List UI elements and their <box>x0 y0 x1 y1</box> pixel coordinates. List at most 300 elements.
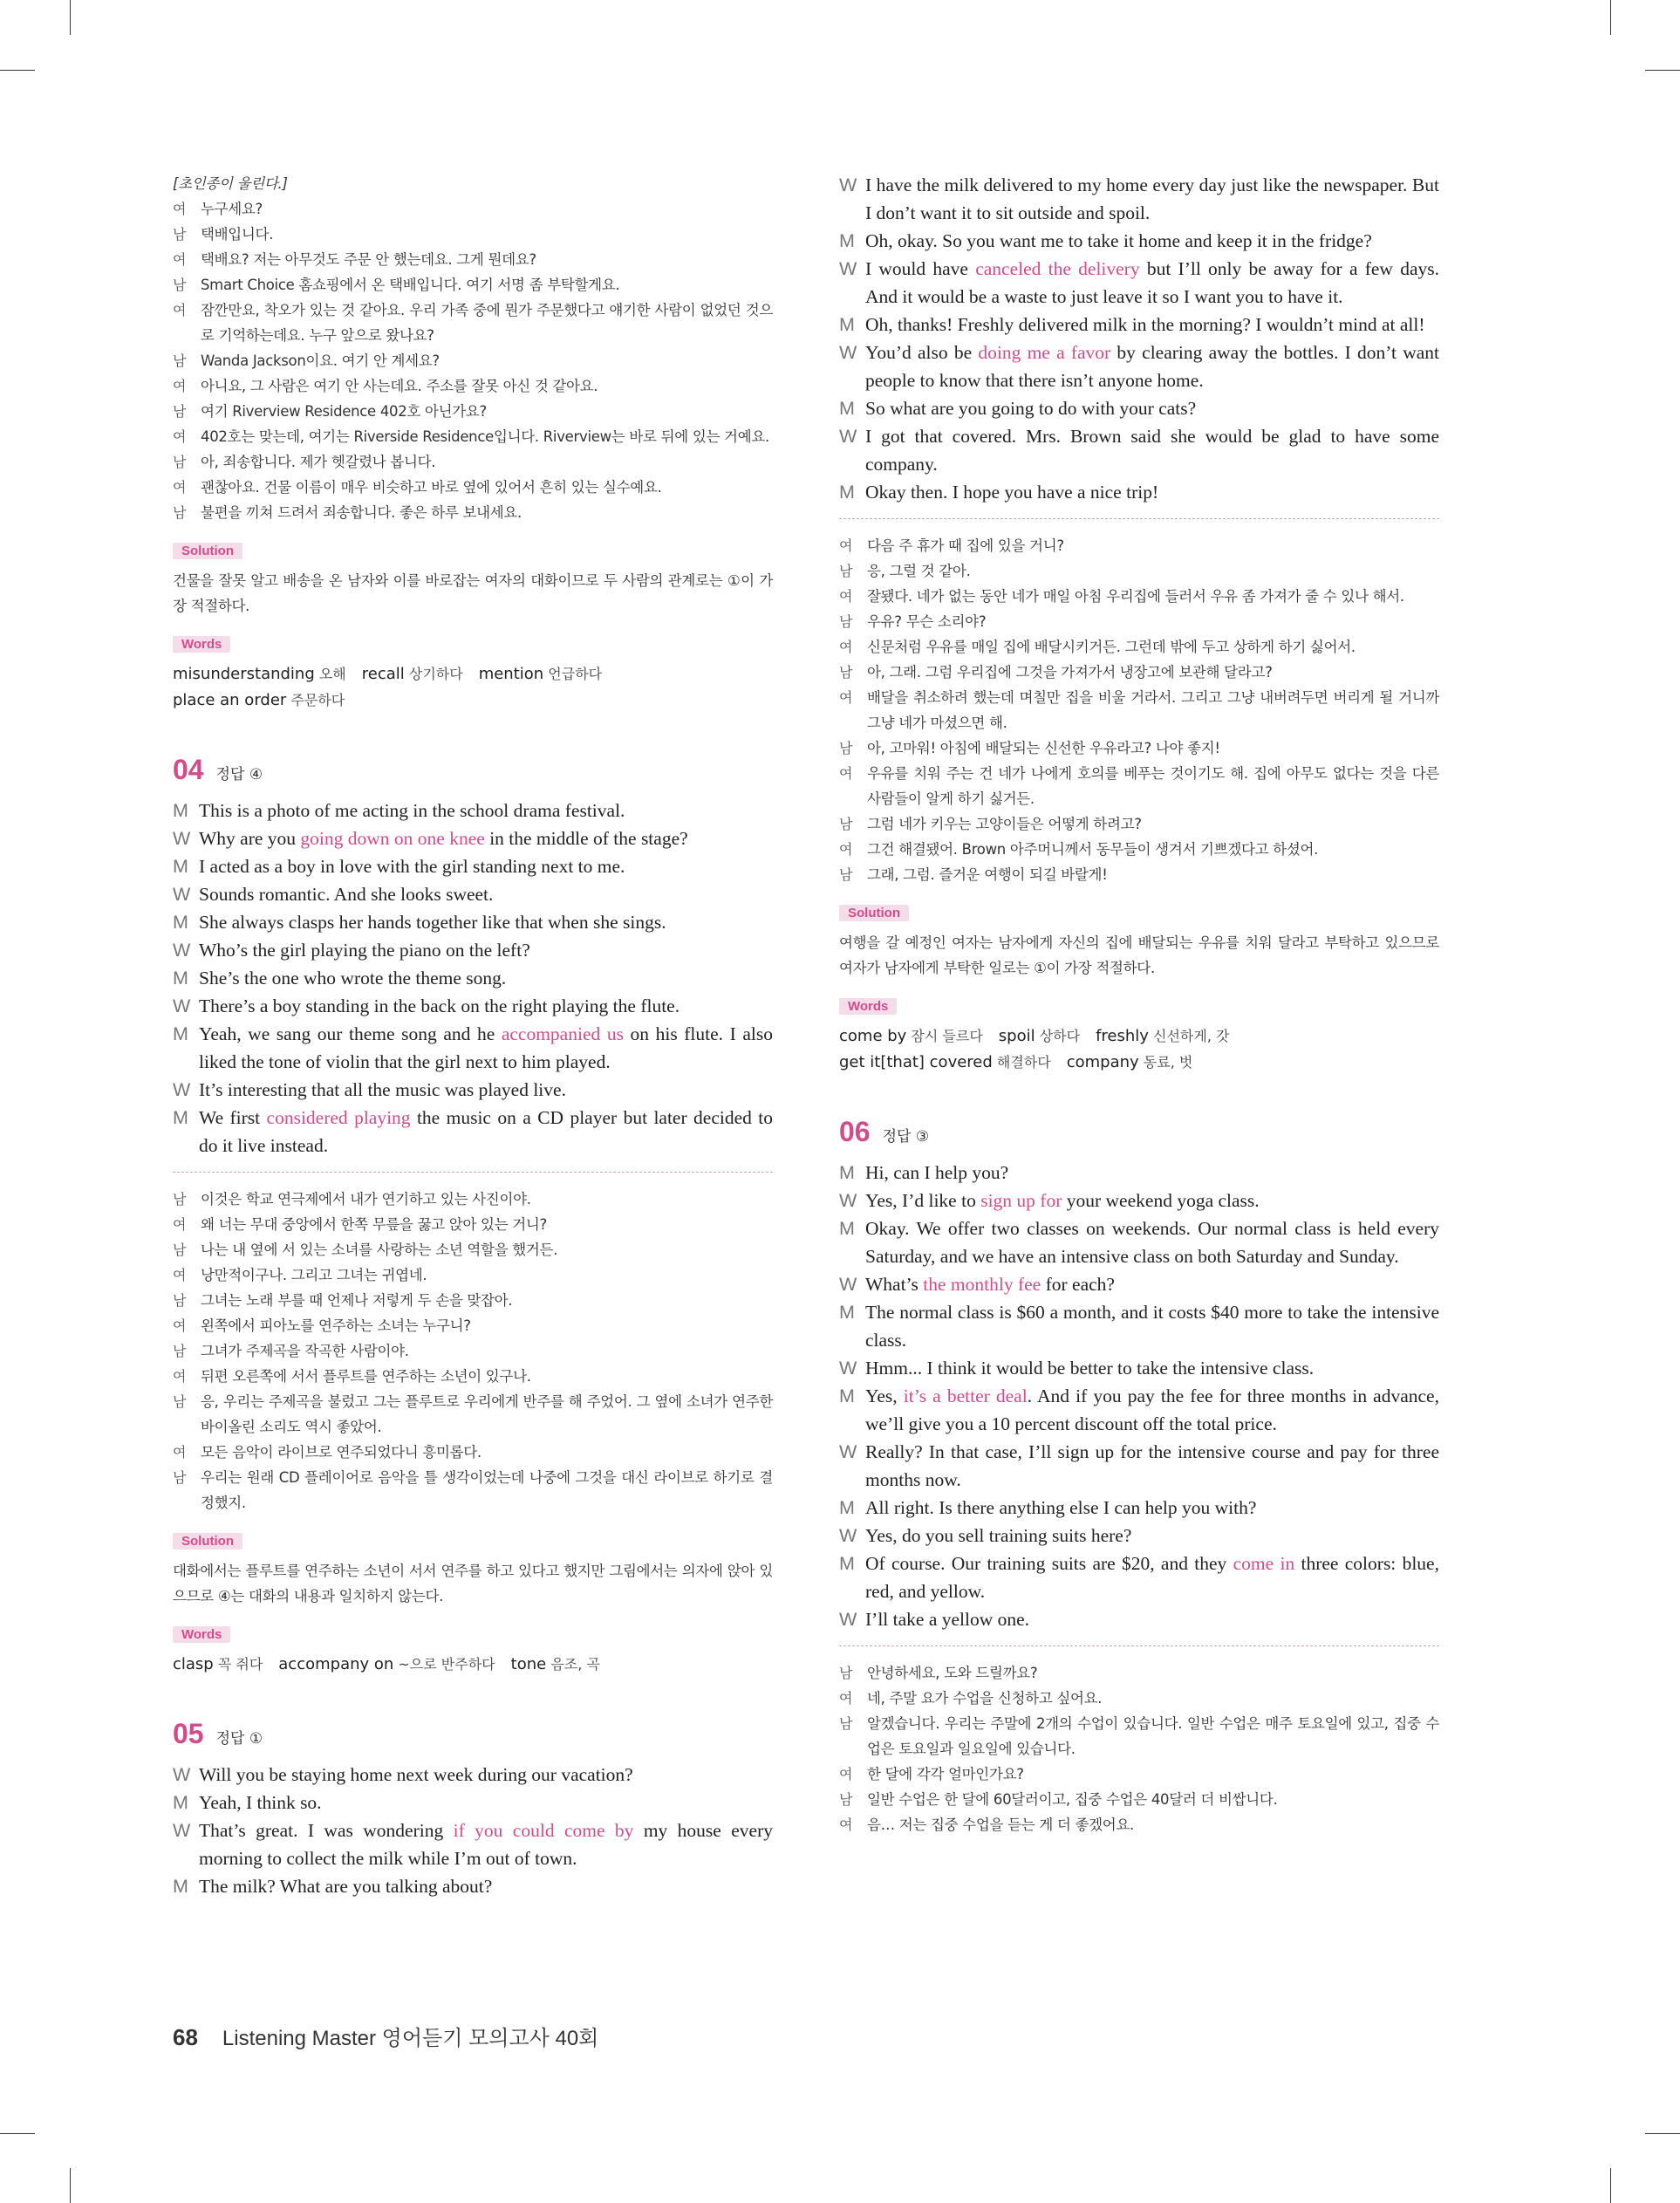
dialogue-text <box>865 339 1439 394</box>
speaker-label: 남 <box>839 664 853 681</box>
word-english: company <box>1066 1053 1139 1071</box>
text-segment: three colors: blue, red, and yellow. <box>865 1553 1439 1602</box>
highlight-phrase: considered playing <box>266 1107 411 1128</box>
words-list-04 <box>173 1652 773 1678</box>
dialogue-text: 응, 우리는 주제곡을 불렀고 그는 플루트로 우리에게 반주를 해 주었어. 그 옆에 소녀가 연주한 바이올린 소리도 역시 좋았어. <box>201 1393 773 1435</box>
dialogue-text: 불편을 끼쳐 드려서 죄송합니다. 좋은 하루 보내세요. <box>201 504 522 521</box>
dialogue-text <box>865 255 1439 311</box>
text-segment: Hi, can I help you? <box>865 1162 1009 1183</box>
dialogue-line <box>839 422 1439 478</box>
dialogue-line <box>173 1212 773 1237</box>
dialogue-line <box>173 797 773 824</box>
dialogue-line <box>839 1762 1439 1787</box>
dialogue-line <box>839 1711 1439 1762</box>
dialogue-text <box>199 1020 773 1076</box>
solution-badge: Solution <box>173 1533 242 1550</box>
dialogue-line <box>173 908 773 936</box>
dialogue-text <box>865 422 1439 478</box>
speaker-label: 여 <box>839 588 853 605</box>
dialogue-line <box>173 1338 773 1364</box>
speaker-label: 여 <box>173 1444 187 1461</box>
speaker-label: 남 <box>173 504 187 521</box>
solution-badge: Solution <box>173 543 242 559</box>
dialogue-text <box>865 1159 1439 1187</box>
text-segment: You’d also be <box>865 342 979 363</box>
text-segment: She always clasps her hands together like that when she sings. <box>199 912 666 933</box>
dialogue-line <box>173 880 773 908</box>
dialogue-line <box>173 373 773 399</box>
speaker-label: M <box>839 1497 855 1518</box>
word-korean: 꼭 쥐다 <box>213 1656 263 1673</box>
dialogue-line <box>839 685 1439 735</box>
dialogue-text: 아, 죄송합니다. 제가 헷갈렸나 봅니다. <box>201 454 436 470</box>
speaker-label: W <box>839 174 857 195</box>
speaker-label: 여 <box>839 765 853 782</box>
dialogue-text: 여기 Riverview Residence 402호 아닌가요? <box>201 403 488 420</box>
dialogue-text: 신문처럼 우유를 매일 집에 배달시키거든. 그런데 밖에 두고 상하게 하기 싫어서. <box>867 639 1356 655</box>
text-segment: It’s interesting that all the music was played live. <box>199 1079 566 1100</box>
words-badge: Words <box>173 1626 230 1643</box>
en-dialogue-06 <box>839 1159 1439 1633</box>
dialogue-line <box>839 735 1439 761</box>
dialogue-line <box>839 1522 1439 1550</box>
speaker-label: 여 <box>173 1368 187 1385</box>
speaker-label: W <box>839 1609 857 1630</box>
crop-mark <box>1645 70 1680 71</box>
dialogue-line <box>173 824 773 852</box>
dialogue-line <box>173 1104 773 1160</box>
text-segment: the music on a CD player but later decided to do it live instead. <box>199 1107 773 1156</box>
text-segment: That’s great. I was wondering <box>199 1820 454 1841</box>
dialogue-line <box>839 227 1439 255</box>
speaker-label: 남 <box>839 740 853 756</box>
speaker-label: 여 <box>839 1816 853 1833</box>
page-number: 68 <box>173 2024 198 2050</box>
dialogue-line <box>173 272 773 298</box>
dialogue-text <box>865 1605 1439 1633</box>
dialogue-text <box>865 1550 1439 1605</box>
text-segment: in the middle of the stage? <box>484 828 688 849</box>
question-header-04 <box>173 754 773 786</box>
highlight-phrase: going down on one knee <box>300 828 485 849</box>
word-korean: 해결하다 <box>992 1054 1051 1071</box>
dialogue-text: Smart Choice 홈쇼핑에서 온 택배입니다. 여기 서명 좀 부탁할게요. <box>201 277 620 293</box>
dialogue-line <box>839 171 1439 227</box>
speaker-label: 남 <box>173 352 187 369</box>
crop-mark <box>1645 2133 1680 2134</box>
text-segment: Why are you <box>199 828 301 849</box>
dialogue-line <box>173 1816 773 1872</box>
speaker-label: W <box>839 1441 857 1462</box>
dialogue-line <box>173 964 773 992</box>
book-title: Listening Master 영어듣기 모의고사 40회 <box>222 2027 599 2050</box>
crop-mark <box>1610 0 1611 35</box>
text-segment: I’ll take a yellow one. <box>865 1609 1030 1630</box>
crop-mark <box>0 2133 35 2134</box>
divider <box>839 1645 1439 1646</box>
dialogue-line <box>839 1382 1439 1438</box>
words-badge: Words <box>173 636 230 653</box>
dialogue-line <box>839 339 1439 394</box>
speaker-label: M <box>173 856 188 877</box>
dialogue-text: 그녀는 노래 부를 때 언제나 저렇게 두 손을 맞잡아. <box>201 1292 513 1309</box>
left-column <box>173 171 773 1900</box>
dialogue-text <box>199 908 773 936</box>
word-english: recall <box>361 665 405 683</box>
text-segment: Yeah, we sang our theme song and he <box>199 1023 502 1044</box>
text-segment: Really? In that case, I’ll sign up for the intensive course and pay for three months now. <box>865 1441 1439 1490</box>
crop-mark <box>1610 2168 1611 2203</box>
word-korean: 잠시 들르다 <box>906 1028 983 1044</box>
speaker-label: W <box>839 1190 857 1211</box>
dialogue-line <box>839 634 1439 660</box>
dialogue-line <box>839 837 1439 862</box>
question-number: 04 <box>173 754 204 785</box>
answer-label: 정답 ③ <box>882 1128 930 1146</box>
dialogue-text: 나는 내 옆에 서 있는 소녀를 사랑하는 소년 역할을 했거든. <box>201 1242 558 1258</box>
highlight-phrase: come in <box>1233 1553 1295 1574</box>
dialogue-text: 이것은 학교 연극제에서 내가 연기하고 있는 사진이야. <box>201 1191 531 1208</box>
words-row <box>173 661 773 688</box>
speaker-label: W <box>839 258 857 279</box>
speaker-label: M <box>173 1876 188 1897</box>
speaker-label: M <box>173 1023 188 1044</box>
dialogue-text <box>199 1761 773 1789</box>
text-segment: What’s <box>865 1274 924 1295</box>
dialogue-text <box>865 1522 1439 1550</box>
text-segment: Who’s the girl playing the piano on the left? <box>199 940 530 961</box>
speaker-label: 여 <box>839 689 853 706</box>
dialogue-line <box>839 394 1439 422</box>
dialogue-line <box>839 1214 1439 1270</box>
speaker-label: 여 <box>173 428 187 445</box>
speaker-label: M <box>173 968 188 989</box>
dialogue-text <box>199 1076 773 1104</box>
speaker-label: 여 <box>173 1267 187 1283</box>
dialogue-text: 잠깐만요, 착오가 있는 것 같아요. 우리 가족 중에 뭔가 주문했다고 얘기한 사람이 없었던 것으로 기억하는데요. 누구 앞으로 왔나요? <box>201 302 773 344</box>
dialogue-text <box>865 1187 1439 1214</box>
highlight-phrase: canceled the delivery <box>975 258 1140 279</box>
speaker-label: M <box>839 1218 855 1239</box>
speaker-label: 여 <box>173 251 187 268</box>
dialogue-text: 모든 음악이 라이브로 연주되었다니 흥미롭다. <box>201 1444 481 1461</box>
text-segment: We first <box>199 1107 267 1128</box>
word-english: freshly <box>1096 1027 1149 1045</box>
speaker-label: W <box>173 884 191 905</box>
dialogue-text: 왜 너는 무대 중앙에서 한쪽 무릎을 꿇고 앉아 있는 거니? <box>201 1216 548 1233</box>
dialogue-line <box>839 1270 1439 1298</box>
dialogue-line <box>173 1465 773 1515</box>
word-korean: 상기하다 <box>404 666 463 682</box>
words-row <box>173 688 773 714</box>
dialogue-text <box>865 478 1439 506</box>
text-segment: So what are you going to do with your cats? <box>865 398 1197 419</box>
speaker-label: 남 <box>173 277 187 293</box>
speaker-label: 남 <box>173 1343 187 1359</box>
text-segment: Yeah, I think so. <box>199 1792 322 1813</box>
dialogue-text: 402호는 맞는데, 여기는 Riverside Residence입니다. Riverview는 바로 뒤에 있는 거예요. <box>201 428 769 445</box>
speaker-label: 남 <box>173 1469 187 1486</box>
highlight-phrase: accompanied us <box>501 1023 624 1044</box>
speaker-label: M <box>173 912 188 933</box>
dialogue-text: 아, 고마워! 아침에 배달되는 신선한 우유라고? 나야 좋지! <box>867 740 1220 756</box>
text-segment: Sounds romantic. And she looks sweet. <box>199 884 494 905</box>
dialogue-text: 그건 해결됐어. Brown 아주머니께서 동무들이 생겨서 기쁘겠다고 하셨어. <box>867 841 1319 858</box>
dialogue-text <box>865 1494 1439 1522</box>
dialogue-text: 그녀가 주제곡을 작곡한 사람이야. <box>201 1343 409 1359</box>
text-segment: The milk? What are you talking about? <box>199 1876 493 1897</box>
text-segment: my house every morning to collect the milk while I’m out of town. <box>199 1820 773 1869</box>
speaker-label: M <box>839 230 855 251</box>
speaker-label: W <box>839 342 857 363</box>
crop-mark <box>70 0 71 35</box>
dialogue-text <box>865 227 1439 255</box>
speaker-label: 여 <box>839 841 853 858</box>
dialogue-text: 안녕하세요, 도와 드릴까요? <box>867 1665 1038 1681</box>
word-english: spoil <box>998 1027 1035 1045</box>
highlight-phrase: sign up for <box>980 1190 1062 1211</box>
text-segment: on his flute. I also liked the tone of violin that the girl next to him played. <box>199 1023 773 1072</box>
text-segment: There’s a boy standing in the back on the right playing the flute. <box>199 995 680 1016</box>
dialogue-text <box>199 1104 773 1160</box>
dialogue-text: 배달을 취소하려 했는데 며칠만 집을 비울 거라서. 그리고 그냥 내버려두면 버리게 될 거니까 그냥 네가 마셨으면 해. <box>867 689 1439 731</box>
speaker-label: W <box>839 1358 857 1379</box>
word-korean: 음조, 곡 <box>546 1656 600 1673</box>
dialogue-line <box>839 1812 1439 1837</box>
dialogue-line <box>173 1364 773 1389</box>
dialogue-line <box>839 255 1439 311</box>
speaker-label: M <box>839 1302 855 1323</box>
dialogue-line <box>173 475 773 500</box>
text-segment: I have the milk delivered to my home every day just like the newspaper. But I don’t want it to sit outside and spoil. <box>865 174 1439 223</box>
dialogue-text <box>199 936 773 964</box>
dialogue-line <box>839 1298 1439 1354</box>
dialogue-line <box>173 1187 773 1212</box>
solution-text-05: 여행을 갈 예정인 여자는 남자에게 자신의 집에 배달되는 우유를 치워 달라고 부탁하고 있으므로 여자가 남자에게 부탁한 일로는 ①이 가장 적절하다. <box>839 934 1439 976</box>
dialogue-text: 잘됐다. 네가 없는 동안 네가 매일 아침 우리집에 들러서 우유 좀 가져가 줄 수 있나 해서. <box>867 588 1404 605</box>
dialogue-text <box>199 1789 773 1816</box>
text-segment: Hmm... I think it would be better to take the intensive class. <box>865 1358 1315 1379</box>
dialogue-text <box>199 1816 773 1872</box>
kr-dialogue-03 <box>173 196 773 525</box>
dialogue-text: 그래, 그럼. 즐거운 여행이 되길 바랄게! <box>867 866 1108 883</box>
divider <box>839 518 1439 519</box>
dialogue-text: 왼쪽에서 피아노를 연주하는 소녀는 누구니? <box>201 1317 471 1334</box>
speaker-label: M <box>173 1107 188 1128</box>
text-segment: Okay. We offer two classes on weekends. Our normal class is held every Saturday, and we have an intensive class on both Saturday and Sunday. <box>865 1218 1439 1267</box>
word-korean: 주문하다 <box>286 692 345 708</box>
dialogue-line <box>173 1761 773 1789</box>
dialogue-text: 아니요, 그 사람은 여기 안 사는데요. 주소를 잘못 아신 것 같아요. <box>201 378 598 394</box>
dialogue-line <box>839 761 1439 811</box>
speaker-label: 남 <box>839 1665 853 1681</box>
dialogue-line <box>839 660 1439 685</box>
speaker-label: 여 <box>173 378 187 394</box>
dialogue-text: 아, 그래. 그럼 우리집에 그것을 가져가서 냉장고에 보관해 달라고? <box>867 664 1273 681</box>
dialogue-line <box>173 222 773 247</box>
dialogue-line <box>173 936 773 964</box>
en-dialogue-05-part1 <box>173 1761 773 1900</box>
dialogue-text: 응, 그럴 것 같아. <box>867 563 971 579</box>
speaker-label: M <box>839 1385 855 1406</box>
dialogue-line <box>173 1020 773 1076</box>
dialogue-line <box>839 1686 1439 1711</box>
speaker-label: W <box>173 1764 191 1785</box>
words-list-05 <box>839 1023 1439 1076</box>
word-korean: 상하다 <box>1035 1028 1081 1044</box>
dialogue-line <box>839 1354 1439 1382</box>
text-segment: . And if you pay the fee for three months in advance, we’ll give you a 10 percent discount off the total price. <box>865 1385 1439 1434</box>
dialogue-line <box>839 811 1439 837</box>
text-segment: for each? <box>1041 1274 1115 1295</box>
speaker-label: 남 <box>839 1791 853 1808</box>
dialogue-text: 우리는 원래 CD 플레이어로 음악을 틀 생각이었는데 나중에 그것을 대신 라이브로 하기로 결정했지. <box>201 1469 773 1511</box>
dialogue-text <box>199 880 773 908</box>
words-row <box>173 1652 773 1678</box>
speaker-label: W <box>173 940 191 961</box>
solution-text-03: 건물을 잘못 알고 배송을 온 남자와 이를 바로잡는 여자의 대화이므로 두 사람의 관계로는 ①이 가장 적절하다. <box>173 572 773 614</box>
page-footer <box>173 2021 598 2051</box>
word-korean: 언급하다 <box>543 666 603 682</box>
dialogue-text <box>199 797 773 824</box>
right-column <box>839 171 1439 1837</box>
dialogue-line <box>173 1789 773 1816</box>
dialogue-line <box>173 424 773 449</box>
dialogue-text <box>865 1214 1439 1270</box>
speaker-label: 남 <box>173 454 187 470</box>
words-row <box>839 1050 1439 1076</box>
dialogue-text: 우유를 치워 주는 건 네가 나에게 호의를 베푸는 것이기도 해. 집에 아무도 없다는 것을 다른 사람들이 알게 하기 싫거든. <box>867 765 1439 807</box>
dialogue-text: 한 달에 각각 얼마인가요? <box>867 1766 1024 1782</box>
dialogue-text <box>865 311 1439 339</box>
text-segment: Will you be staying home next week during our vacation? <box>199 1764 633 1785</box>
word-korean: ~으로 반주하다 <box>393 1656 495 1673</box>
dialogue-line <box>839 1159 1439 1187</box>
speaker-label: M <box>173 1792 188 1813</box>
dialogue-line <box>173 1440 773 1465</box>
dialogue-line <box>173 399 773 424</box>
dialogue-text <box>865 1382 1439 1438</box>
dialogue-line <box>173 247 773 272</box>
word-english: place an order <box>173 691 287 709</box>
stage-direction: [초인종이 울린다.] <box>173 175 288 192</box>
dialogue-text <box>865 1298 1439 1354</box>
speaker-label: 여 <box>173 1216 187 1233</box>
dialogue-text: Wanda Jackson이요. 여기 안 계세요? <box>201 352 440 369</box>
dialogue-text: 우유? 무슨 소리야? <box>867 613 987 630</box>
word-korean: 오해 <box>314 666 346 682</box>
speaker-label: M <box>839 1162 855 1183</box>
divider <box>173 1172 773 1173</box>
speaker-label: 여 <box>173 302 187 318</box>
text-segment: Yes, <box>865 1385 904 1406</box>
crop-mark <box>0 70 35 71</box>
speaker-label: W <box>173 828 191 849</box>
speaker-label: 남 <box>839 1715 853 1732</box>
speaker-label: W <box>839 1525 857 1546</box>
text-segment: She’s the one who wrote the theme song. <box>199 968 507 989</box>
kr-dialogue-05 <box>839 533 1439 887</box>
speaker-label: 남 <box>839 613 853 630</box>
dialogue-line <box>839 1660 1439 1686</box>
speaker-label: 남 <box>173 1242 187 1258</box>
dialogue-line <box>173 1872 773 1900</box>
speaker-label: 남 <box>839 866 853 883</box>
speaker-label: 여 <box>839 1690 853 1707</box>
dialogue-text: 일반 수업은 한 달에 60달러이고, 집중 수업은 40달러 더 비쌉니다. <box>867 1791 1278 1808</box>
dialogue-line <box>173 852 773 880</box>
answer-label: 정답 ④ <box>215 766 263 783</box>
text-segment: I acted as a boy in love with the girl standing next to me. <box>199 856 625 877</box>
dialogue-text <box>199 852 773 880</box>
speaker-label: 여 <box>839 639 853 655</box>
text-segment: I would have <box>865 258 976 279</box>
speaker-label: 여 <box>173 1317 187 1334</box>
en-dialogue-04 <box>173 797 773 1160</box>
word-english: come by <box>839 1027 907 1045</box>
speaker-label: 남 <box>173 226 187 243</box>
speaker-label: M <box>839 314 855 335</box>
dialogue-text <box>865 394 1439 422</box>
speaker-label: M <box>839 398 855 419</box>
dialogue-line <box>173 1389 773 1440</box>
dialogue-text: 그럼 네가 키우는 고양이들은 어떻게 하려고? <box>867 816 1142 832</box>
dialogue-text: 뒤편 오른쪽에 서서 플루트를 연주하는 소년이 있구나. <box>201 1368 531 1385</box>
dialogue-text: 괜찮아요. 건물 이름이 매우 비슷하고 바로 옆에 있어서 흔히 있는 실수예요. <box>201 479 662 496</box>
question-number: 05 <box>173 1718 204 1749</box>
kr-dialogue-04 <box>173 1187 773 1515</box>
kr-dialogue-06 <box>839 1660 1439 1837</box>
answer-label: 정답 ① <box>215 1730 263 1748</box>
speaker-label: M <box>839 1553 855 1574</box>
question-header-05 <box>173 1718 773 1750</box>
dialogue-line <box>839 1605 1439 1633</box>
words-row <box>839 1023 1439 1050</box>
dialogue-line <box>839 862 1439 887</box>
text-segment: Okay then. I hope you have a nice trip! <box>865 482 1159 503</box>
solution-badge: Solution <box>839 905 909 921</box>
dialogue-line <box>839 1187 1439 1214</box>
word-english: mention <box>478 665 544 683</box>
speaker-label: 여 <box>839 537 853 554</box>
dialogue-line <box>839 1494 1439 1522</box>
text-segment: by clearing away the bottles. I don’t want people to know that there isn’t anyone home. <box>865 342 1439 391</box>
en-dialogue-05-part2 <box>839 171 1439 506</box>
text-segment: Yes, I’d like to <box>865 1190 981 1211</box>
dialogue-text <box>865 171 1439 227</box>
solution-text-04: 대화에서는 플루트를 연주하는 소년이 서서 연주를 하고 있다고 했지만 그림에서는 의자에 앉아 있으므로 ④는 대화의 내용과 일치하지 않는다. <box>173 1563 773 1604</box>
text-segment: Yes, do you sell training suits here? <box>865 1525 1132 1546</box>
dialogue-text: 알겠습니다. 우리는 주말에 2개의 수업이 있습니다. 일반 수업은 매주 토요일에 있고, 집중 수업은 토요일과 일요일에 있습니다. <box>867 1715 1439 1757</box>
word-english: clasp <box>173 1655 214 1673</box>
dialogue-line <box>839 533 1439 558</box>
dialogue-text <box>865 1270 1439 1298</box>
word-english: get it[that] covered <box>839 1053 993 1071</box>
speaker-label: 남 <box>173 1292 187 1309</box>
highlight-phrase: it’s a better deal <box>903 1385 1028 1406</box>
dialogue-line <box>839 609 1439 634</box>
dialogue-text <box>199 964 773 992</box>
speaker-label: 남 <box>173 1393 187 1410</box>
dialogue-text <box>199 992 773 1020</box>
text-segment: The normal class is $60 a month, and it costs $40 more to take the intensive class. <box>865 1302 1439 1351</box>
question-header-06 <box>839 1116 1439 1148</box>
text-segment: but I’ll only be away for a few days. And it would be a waste to just leave it so I want you to have it. <box>865 258 1439 307</box>
speaker-label: 남 <box>839 563 853 579</box>
dialogue-line <box>839 584 1439 609</box>
dialogue-text: 누구세요? <box>201 201 263 217</box>
text-segment: I got that covered. Mrs. Brown said she would be glad to have some company. <box>865 426 1439 475</box>
